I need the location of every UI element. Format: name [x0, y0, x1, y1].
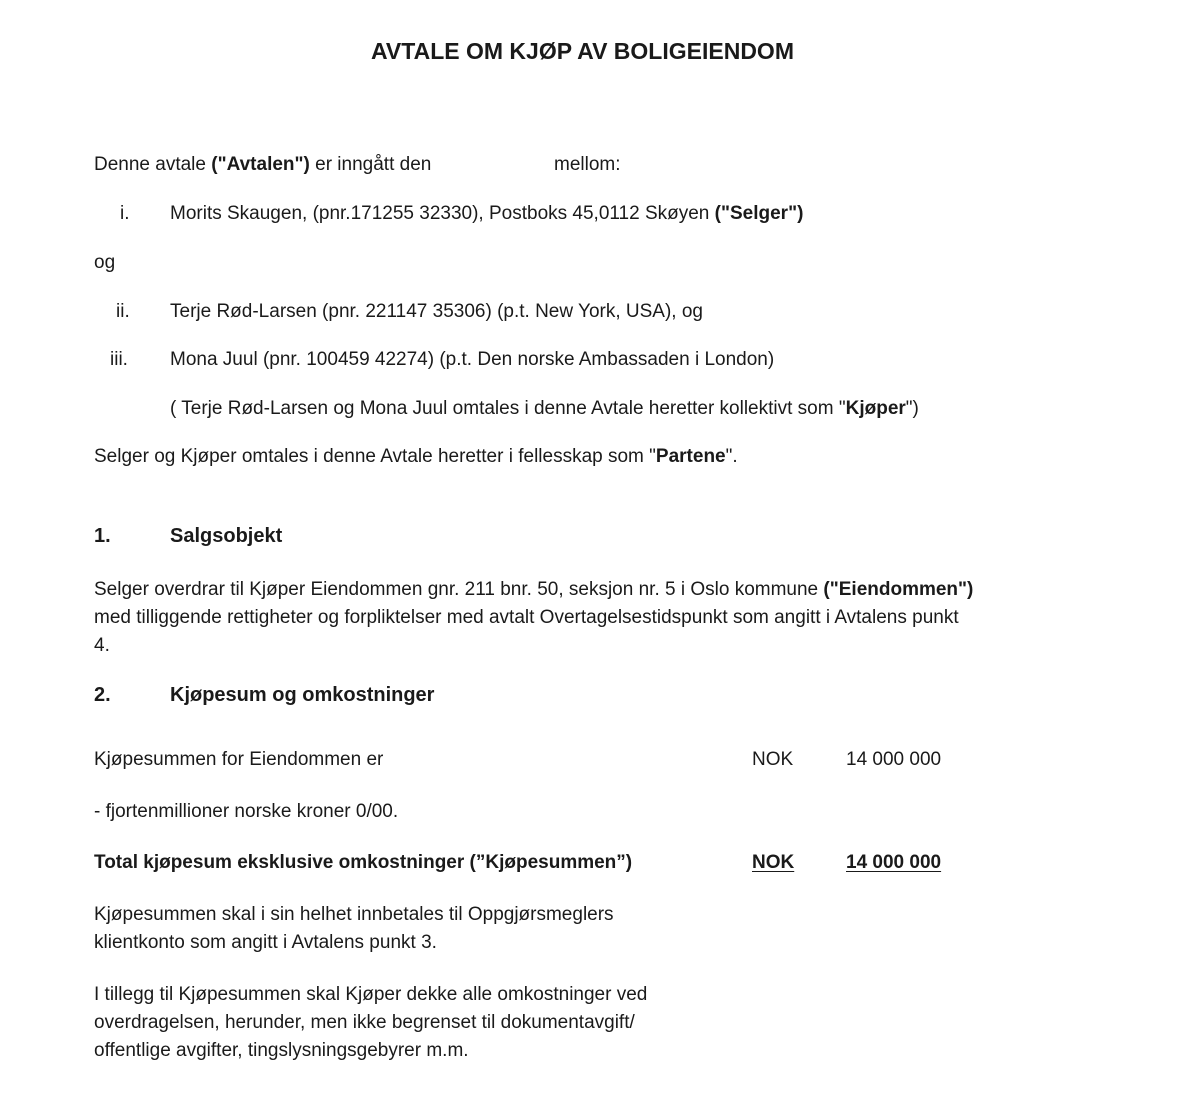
party-number: ii.: [116, 301, 130, 322]
payment-paragraph: [94, 901, 614, 957]
party-number: i.: [120, 203, 130, 224]
section-number: 2.: [94, 684, 111, 706]
defined-term-selger: ("Selger"): [714, 203, 804, 224]
party-text: Morits Skaugen, (pnr.171255 32330), Postboks 45,0112 Skøyen: [170, 203, 715, 224]
body-text: overdragelsen, herunder, men ikke begrenset til dokumentavgift/: [94, 1012, 635, 1033]
collective-note: [170, 398, 919, 421]
collective-prefix: ( Terje Rød-Larsen og Mona Juul omtales i denne Avtale heretter kollektivt som ": [170, 398, 846, 419]
body-text: klientkonto som angitt i Avtalens punkt 3.: [94, 932, 437, 953]
price-in-words: - fjortenmillioner norske kroner 0/00.: [94, 801, 399, 822]
total-amount: 14 000 000: [846, 852, 942, 873]
intro-suffix: mellom:: [554, 154, 621, 175]
parties-suffix: ".: [725, 446, 738, 467]
intro-prefix: Denne avtale: [94, 154, 212, 175]
price-amount: 14 000 000: [846, 749, 942, 770]
costs-paragraph: [94, 981, 647, 1065]
parties-note: [94, 446, 738, 469]
body-text: 4.: [94, 635, 110, 656]
party-seller: [170, 203, 803, 226]
party-number: iii.: [110, 349, 128, 370]
defined-term-kjoper: Kjøper: [845, 398, 906, 419]
parties-prefix: Selger og Kjøper omtales i denne Avtale heretter i fellesskap som ": [94, 446, 656, 467]
body-text: I tillegg til Kjøpesummen skal Kjøper dekke alle omkostninger ved: [94, 984, 648, 1005]
body-text: Selger overdrar til Kjøper Eiendommen gnr. 211 bnr. 50, seksjon nr. 5 i Oslo kommune: [94, 579, 824, 600]
section-heading-kjopesum: Kjøpesum og omkostninger: [170, 684, 435, 706]
price-currency: NOK: [752, 749, 794, 770]
defined-term-eiendommen: ("Eiendommen"): [823, 579, 974, 600]
price-label: Kjøpesummen for Eiendommen er: [94, 749, 384, 770]
collective-suffix: "): [905, 398, 919, 419]
party-buyer-1: Terje Rød-Larsen (pnr. 221147 35306) (p.t. New York, USA), og: [170, 301, 703, 322]
intro-middle: er inngått den: [309, 154, 432, 175]
party-buyer-2: Mona Juul (pnr. 100459 42274) (p.t. Den norske Ambassaden i London): [170, 349, 775, 370]
section-heading-salgsobjekt: Salgsobjekt: [170, 525, 283, 547]
body-text: offentlige avgifter, tingslysningsgebyrer m.m.: [94, 1040, 469, 1061]
og-connector: og: [94, 252, 116, 273]
body-text: Kjøpesummen skal i sin helhet innbetales til Oppgjørsmeglers: [94, 904, 614, 925]
body-text: med tilliggende rettigheter og forpliktelser med avtalt Overtagelsestidspunkt som angitt i Avtalens punkt: [94, 607, 959, 628]
document-title: AVTALE OM KJØP AV BOLIGEIENDOM: [371, 38, 794, 64]
total-currency: NOK: [752, 852, 795, 873]
total-label: Total kjøpesum eksklusive omkostninger (”Kjøpesummen”): [94, 852, 633, 873]
section-number: 1.: [94, 525, 111, 547]
defined-term-partene: Partene: [655, 446, 726, 467]
defined-term-avtalen: ("Avtalen"): [211, 154, 310, 175]
section-1-body: [94, 576, 973, 660]
intro-line: [94, 154, 431, 177]
